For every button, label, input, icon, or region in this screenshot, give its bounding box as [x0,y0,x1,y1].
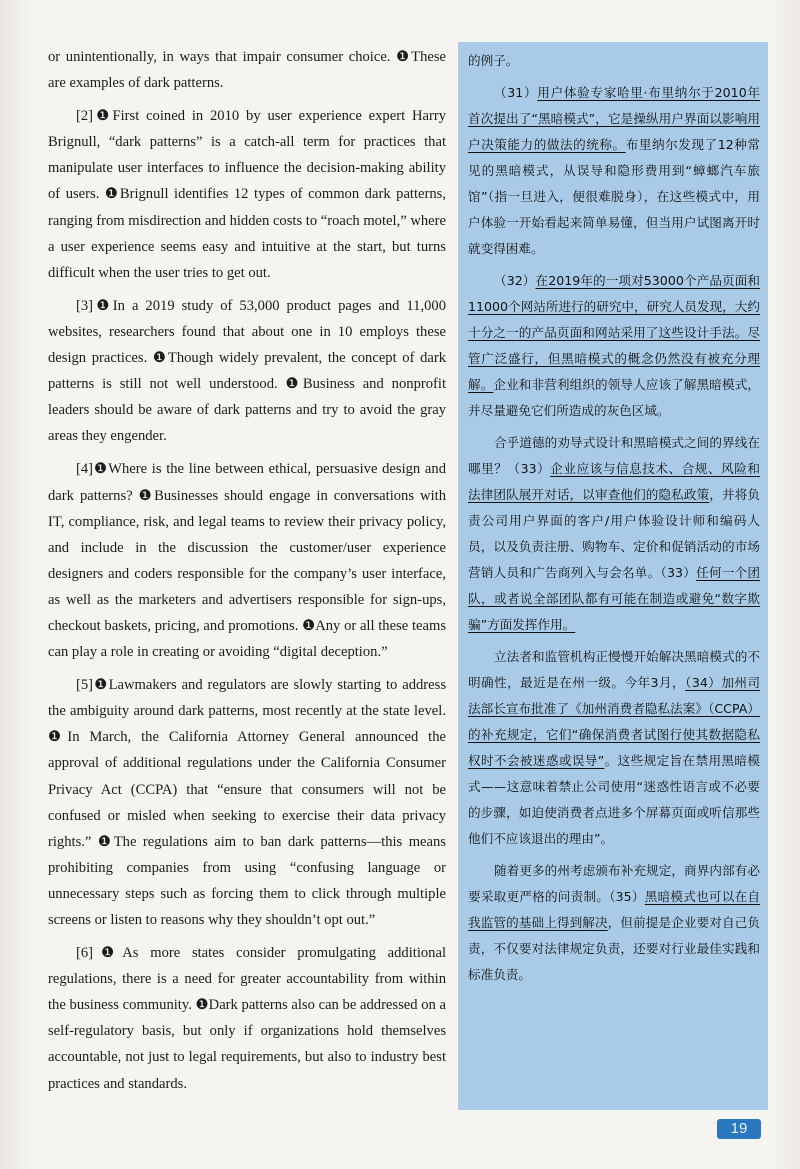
english-paragraph-6: [6]❶As more states consider promulgating additional regulations, there is a need for greater accountability from within the business community. ❶Dark patterns also can be addressed on a self-regulatory basis, but only if organizations hold themselves accountable, not just to legal requirements, but also to industry best practices and standards. [48,945,446,1092]
chinese-text: ，并将负责公司用户界面的客户/用户体验设计师和编码人员，以及负责注册、购物车、定价和促销活动的市场营销人员和广告商列入与会名单。（33） [468,487,761,580]
q33-underlined-2: 任何一个团队，或者说全部团队都有可能在制造或避免“数字欺骗”方面发挥作用。 [468,565,760,632]
english-paragraph-3: [3]❶In a 2019 study of 53,000 product pages and 11,000 websites, researchers found that about one in 10 employs these design practices. ❶Though widely prevalent, the concept of dark patterns is still not well understood. ❶Business and nonprofit leaders should be aware of dark patterns and try to avoid the gray areas they engender. [48,297,446,445]
chinese-paragraph-5 [468,858,760,988]
chinese-text: 布里纳尔发现了12种常见的黑暗模式，从误导和隐形费用到“蟑螂汽车旅馆”（指一旦进入，便很难脱身），在这些模式中，用户体验一开始看起来简单易懂，但当用户试图离开时就变得困难。 [468,137,761,256]
english-column [48,44,446,1104]
chinese-text: 合乎道德的劝导式设计和黑暗模式之间的界线在哪里？（33） [468,435,760,476]
chinese-text: 随着更多的州考虑颁布补充规定，商界内部有必要采取更严格的问责制。（35） [468,863,760,904]
q31-underlined: 用户体验专家哈里·布里纳尔于2010年首次提出了“黑暗模式”，它是操纵用户界面以影响用户决策能力的做法的统称。 [468,85,760,152]
page-number: 19 [717,1119,761,1139]
q34-underlined: （34）加州司法部长宣布批准了《加州消费者隐私法案》（CCPA）的补充规定，它们“确保消费者试图行使其数据隐私权时不会被迷惑或误导” [468,675,760,768]
q33-underlined-1: 企业应该与信息技术、合规、风险和法律团队展开对话，以审查他们的隐私政策 [468,461,760,502]
chinese-text: 。这些规定旨在禁用黑暗模式——这意味着禁止公司使用“迷惑性语言或不必要的步骤，如迫使消费者点进多个屏幕页面或听信那些他们不应该退出的理由”。 [468,753,761,846]
chinese-paragraph-4 [468,644,760,852]
english-paragraph-4: [4]❶Where is the line between ethical, persuasive design and dark patterns? ❶Businesses should engage in conversations with IT, compliance, risk, and legal teams to review their privacy policy, and include in the discussion the customer/user experience designers and coders responsible for the company’s user interface, as well as the marketers and advertisers responsible for sign-ups, checkout baskets, pricing, and promotions. ❶Any or all these teams can play a role in creating or avoiding “digital deception.” [48,461,446,661]
q32-underlined: 在2019年的一项对53000个产品页面和11000个网站所进行的研究中，研究人员发现，大约十分之一的产品页面和网站采用了这些设计手法。尽管广泛盛行，但黑暗模式的概念仍然没有被充分理解。 [468,273,760,392]
chinese-paragraph-3 [468,430,760,638]
english-paragraph-5: [5]❶Lawmakers and regulators are slowly starting to address the ambiguity around dark patterns, most recently at the state level. ❶In March, the California Attorney General announced the approval of additional regulations under the California Consumer Privacy Act (CCPA) that “ensure that consumers will not be confused or misled when seeking to exercise their data privacy rights.” ❶The regulations aim to ban dark patterns—this means prohibiting companies from using “confusing language or unnecessary steps such as forcing them to click through multiple screens or listen to reasons why they shouldn’t opt out.” [48,677,446,928]
q35-underlined: 黑暗模式也可以在自我监管的基础上得到解决 [468,889,761,930]
chinese-text: ，但前提是企业要对自己负责，不仅要对法律规定负责，还要对行业最佳实践和标准负责。 [468,915,761,982]
english-paragraph-2: [2]❶First coined in 2010 by user experience expert Harry Brignull, “dark patterns” is a catch-all term for practices that manipulate user interfaces to influence the decision-making ability of users. ❶Brignull identifies 12 types of common dark patterns, ranging from misdirection and hidden costs to “roach motel,” where a user experience seems easy and intuitive at the start, but turns difficult when the user tries to get out. [48,108,446,281]
chinese-paragraph-2 [468,268,760,424]
q31-label: （31） [494,85,538,100]
english-paragraph-1: or unintentionally, in ways that impair consumer choice. ❶These are examples of dark patterns. [48,49,446,92]
q32-label: （32） [494,273,536,288]
chinese-text: 企业和非营利组织的领导人应该了解黑暗模式，并尽量避免它们所造成的灰色区域。 [468,377,761,418]
chinese-text: 立法者和监管机构正慢慢开始解决黑暗模式的不明确性，最近是在州一级。今年3月， [468,649,760,690]
chinese-paragraph-1 [468,80,760,262]
chinese-translation-panel [458,42,768,1110]
chinese-paragraph-0: 的例子。 [468,53,519,68]
